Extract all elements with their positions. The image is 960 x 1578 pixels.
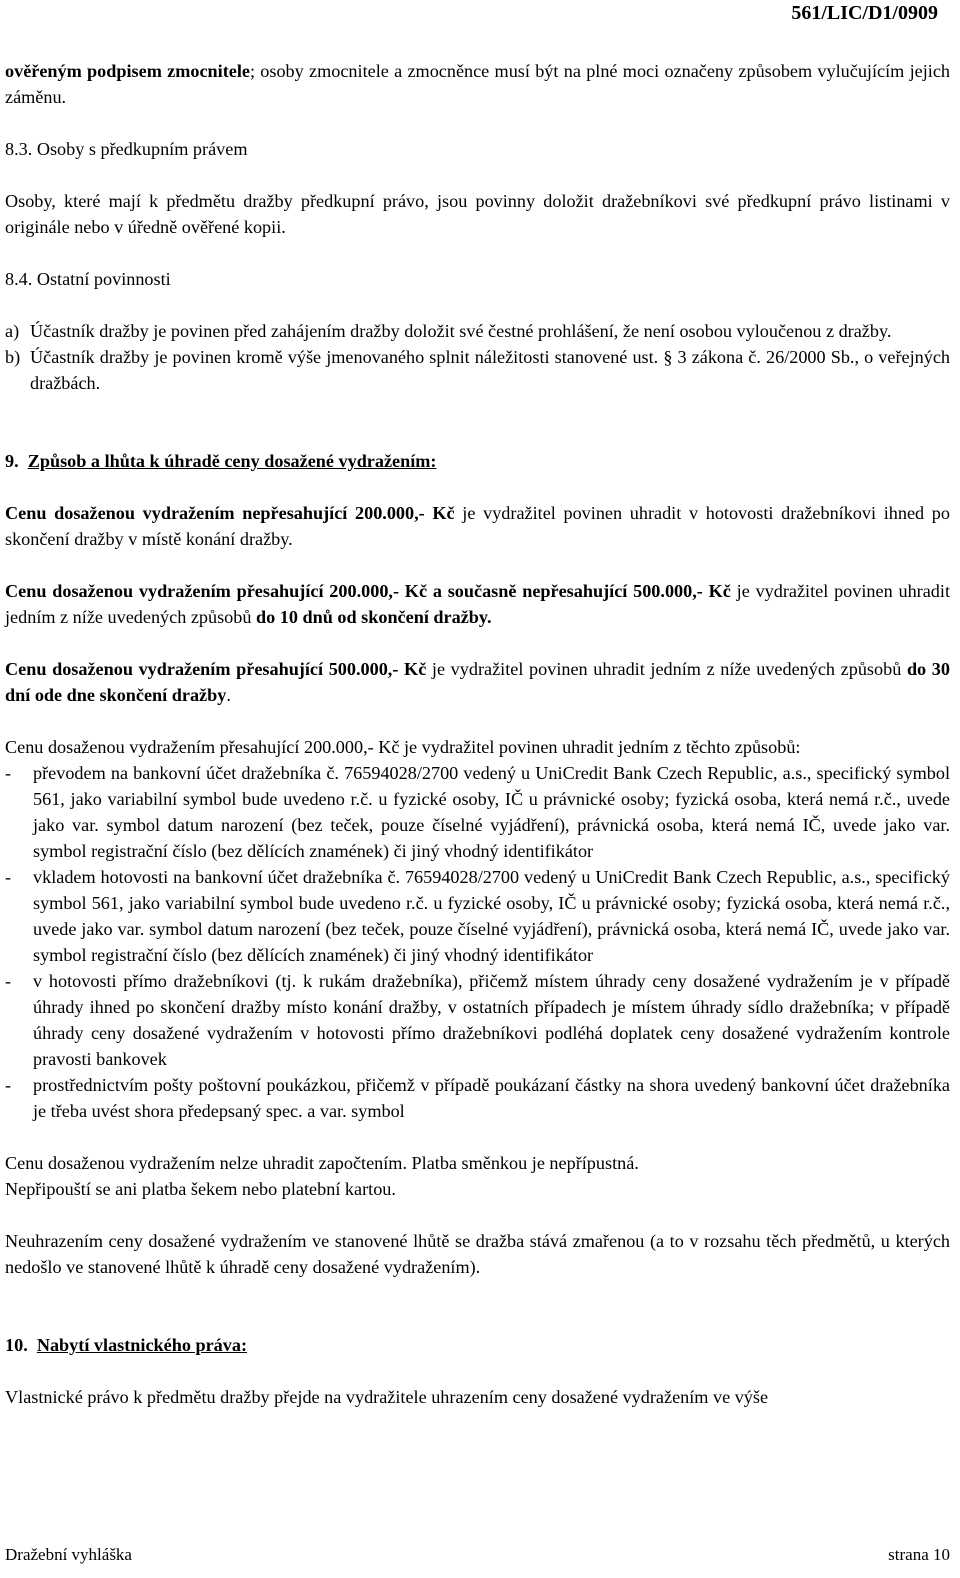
- section-8-3-text: Osoby, které mají k předmětu dražby předkupní právo, jsou povinny doložit dražebníkovi své předkupní právo listinami v originále nebo v úředně ověřené kopii.: [5, 191, 950, 237]
- section-9-heading: 9. Způsob a lhůta k úhradě ceny dosažené vydražením:: [5, 451, 437, 471]
- document-body: [5, 58, 950, 1410]
- section-9-paragraph-2: Cenu dosaženou vydražením přesahující 200.000,- Kč a současně nepřesahující 500.000,- Kč je vydražitel povinen uhradit jedním z níže uvedených způsobů do 10 dnů od skončení dražby.: [5, 581, 950, 627]
- list-item: b) Účastník dražby je povinen kromě výše jmenovaného splnit náležitosti stanovené ust. § 3 zákona č. 26/2000 Sb., o veřejných dražbách.: [5, 347, 950, 393]
- list-item: - v hotovosti přímo dražebníkovi (tj. k rukám dražebníka), přičemž místem úhrady ceny dosažené vydražením je v případě úhrady ihned po skončení dražby místo konání dražby, v ostatních případech je místem úhrady sídlo dražebníka; v případě úhrady ceny dosažené vydražením v hotovosti přímo dražebníkovi podléhá doplatek ceny dosažené vydražením kontrole pravosti bankovek: [5, 971, 950, 1069]
- list-item: - vkladem hotovosti na bankovní účet dražebníka č. 76594028/2700 vedený u UniCredit Bank Czech Republic, a.s., specifický symbol 561, jako variabilní symbol bude uvedeno r.č. u fyzické osoby, IČ u právnické osoby; fyzická osoba, která nemá r.č., uvede jako var. symbol datum narození (bez teček, pouze číselné vyjádření), právnická osoba, která nemá IČ, uvede jako var. symbol registrační číslo (bez dělících znamének) či jiný vhodný identifikátor: [5, 867, 950, 965]
- page-number: strana 10: [888, 1545, 950, 1564]
- section-9-paragraph-5-line-1: Cenu dosaženou vydražením nelze uhradit započtením. Platba směnkou je nepřípustná.: [5, 1153, 639, 1173]
- section-9-paragraph-6: Neuhrazením ceny dosažené vydražením ve stanovené lhůtě se dražba stává zmařenou (a to v rozsahu těch předmětů, u kterých nedošlo ve stanovené lhůtě k úhradě ceny dosažené vydražením).: [5, 1231, 950, 1277]
- section-10-text: Vlastnické právo k předmětu dražby přejde na vydražitele uhrazením ceny dosažené vydražením ve výše: [5, 1387, 769, 1407]
- section-9-paragraph-1: Cenu dosaženou vydražením nepřesahující 200.000,- Kč je vydražitel povinen uhradit v hotovosti dražebníkovi ihned po skončení dražby v místě konání dražby.: [5, 503, 950, 549]
- section-9-paragraph-3: Cenu dosaženou vydražením přesahující 500.000,- Kč je vydražitel povinen uhradit jedním z níže uvedených způsobů do 30 dní ode dne skončení dražby.: [5, 659, 950, 705]
- section-10-heading: 10. Nabytí vlastnického práva:: [5, 1335, 248, 1355]
- list-item: a) Účastník dražby je povinen před zahájením dražby doložit své čestné prohlášení, že není osobou vyloučenou z dražby.: [5, 321, 892, 341]
- intro-paragraph: ověřeným podpisem zmocnitele; osoby zmocnitele a zmocněnce musí být na plné moci označeny způsobem vylučujícím jejich záměnu.: [5, 61, 951, 107]
- section-9-paragraph-4: Cenu dosaženou vydražením přesahující 200.000,- Kč je vydražitel povinen uhradit jedním z těchto způsobů:: [5, 737, 801, 757]
- list-item: - prostřednictvím pošty poštovní poukázkou, přičemž v případě poukázaní částky na shora uvedený bankovní účet dražebníka je třeba uvést shora předepsaný spec. a var. symbol: [5, 1075, 950, 1121]
- list-item: - převodem na bankovní účet dražebníka č. 76594028/2700 vedený u UniCredit Bank Czech Republic, a.s., specifický symbol 561, jako variabilní symbol bude uvedeno r.č. u fyzické osoby, IČ u právnické osoby; fyzická osoba, která nemá r.č., uvede jako var. symbol datum narození (bez teček, pouze číselné vyjádření), právnická osoba, která nemá IČ, uvede jako var. symbol registrační číslo (bez dělících znamének) či jiný vhodný identifikátor: [5, 763, 950, 861]
- section-9-paragraph-5-line-2: Nepřipouští se ani platba šekem nebo platební kartou.: [5, 1179, 396, 1199]
- footer-title: Dražební vyhláška: [5, 1545, 132, 1564]
- section-8-4-heading: 8.4. Ostatní povinnosti: [5, 269, 171, 289]
- section-8-3-heading: 8.3. Osoby s předkupním právem: [5, 139, 248, 159]
- document-id: 561/LIC/D1/0909: [791, 2, 938, 24]
